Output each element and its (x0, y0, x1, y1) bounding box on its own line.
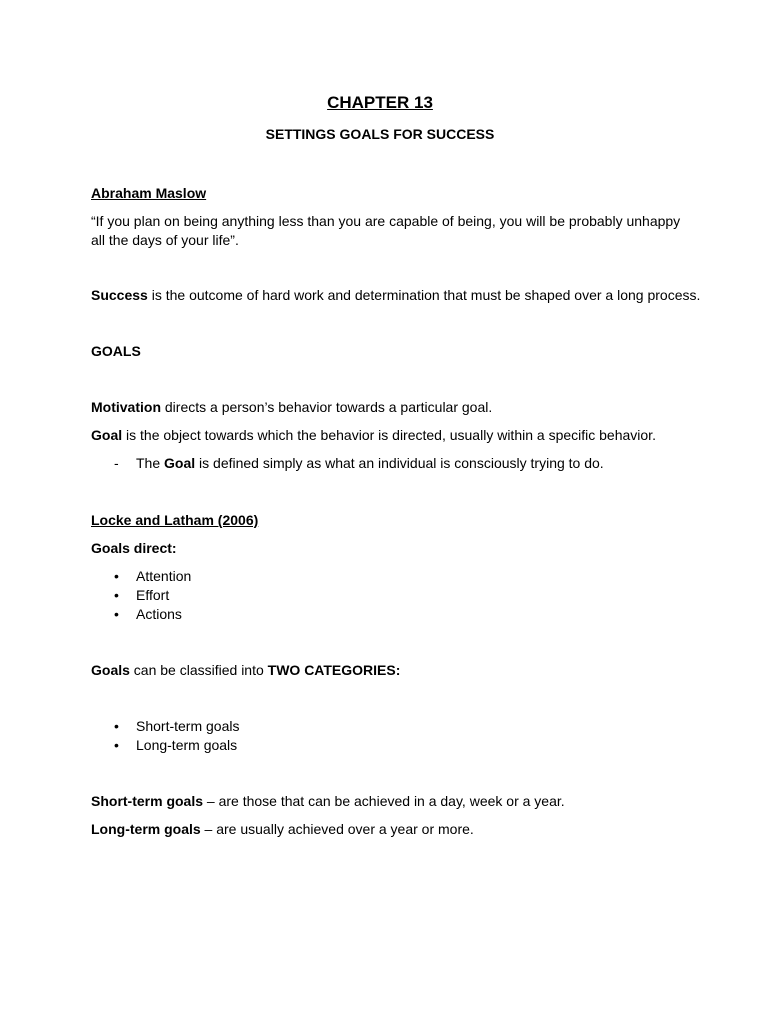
bullet-icon: • (114, 737, 119, 753)
motivation-term: Motivation (91, 399, 161, 415)
maslow-heading: Abraham Maslow (91, 185, 207, 201)
list-item-label: Short-term goals (136, 718, 240, 734)
categories-term: Goals (91, 662, 130, 678)
locke-heading: Locke and Latham (2006) (91, 512, 259, 528)
list-item-label: Long-term goals (136, 737, 238, 753)
list-item-label: Effort (136, 587, 170, 603)
long-term-paragraph (91, 820, 474, 839)
long-term-term: Long-term goals (91, 821, 201, 837)
short-term-text: – are those that can be achieved in a day, week or a year. (203, 793, 565, 809)
dash-marker: - (114, 455, 119, 471)
goal-term: Goal (91, 427, 123, 443)
list-item (114, 605, 191, 624)
goal-note-prefix: The (136, 455, 165, 471)
goals-direct-subheading: Goals direct: (91, 540, 177, 556)
short-term-term: Short-term goals (91, 793, 204, 809)
bullet-icon: • (114, 718, 119, 734)
list-item (114, 567, 191, 586)
goal-categories-list (114, 717, 239, 755)
chapter-title: CHAPTER 13 (327, 93, 433, 112)
success-text: is the outcome of hard work and determination that must be shaped over a long process. (147, 287, 701, 303)
success-paragraph (91, 286, 700, 305)
maslow-quote: “If you plan on being anything less than you are capable of being, you will be probably unhappy all the days of your life”. (91, 213, 681, 248)
short-term-paragraph (91, 792, 565, 811)
motivation-text: directs a person’s behavior towards a particular goal. (161, 399, 493, 415)
success-term: Success (91, 287, 148, 303)
categories-text: can be classified into (129, 662, 268, 678)
goal-note-text: is defined simply as what an individual is consciously trying to do. (195, 455, 604, 471)
motivation-paragraph (91, 398, 492, 417)
categories-emphasis: TWO CATEGORIES: (267, 662, 401, 678)
list-item (114, 736, 239, 755)
list-item (114, 586, 191, 605)
goals-heading: GOALS (91, 343, 141, 359)
bullet-icon: • (114, 568, 119, 584)
goal-note-term: Goal (164, 455, 196, 471)
goal-definition-paragraph (91, 426, 656, 445)
list-item-label: Actions (136, 606, 182, 622)
goal-note-item (114, 454, 604, 473)
categories-paragraph (91, 661, 400, 680)
list-item-label: Attention (136, 568, 192, 584)
bullet-icon: • (114, 587, 119, 603)
goals-direct-list (114, 567, 191, 624)
goal-definition-text: is the object towards which the behavior is directed, usually within a specific behavior. (122, 427, 656, 443)
chapter-subtitle: SETTINGS GOALS FOR SUCCESS (265, 126, 495, 142)
list-item (114, 717, 239, 736)
long-term-text: – are usually achieved over a year or more. (200, 821, 474, 837)
bullet-icon: • (114, 606, 119, 622)
